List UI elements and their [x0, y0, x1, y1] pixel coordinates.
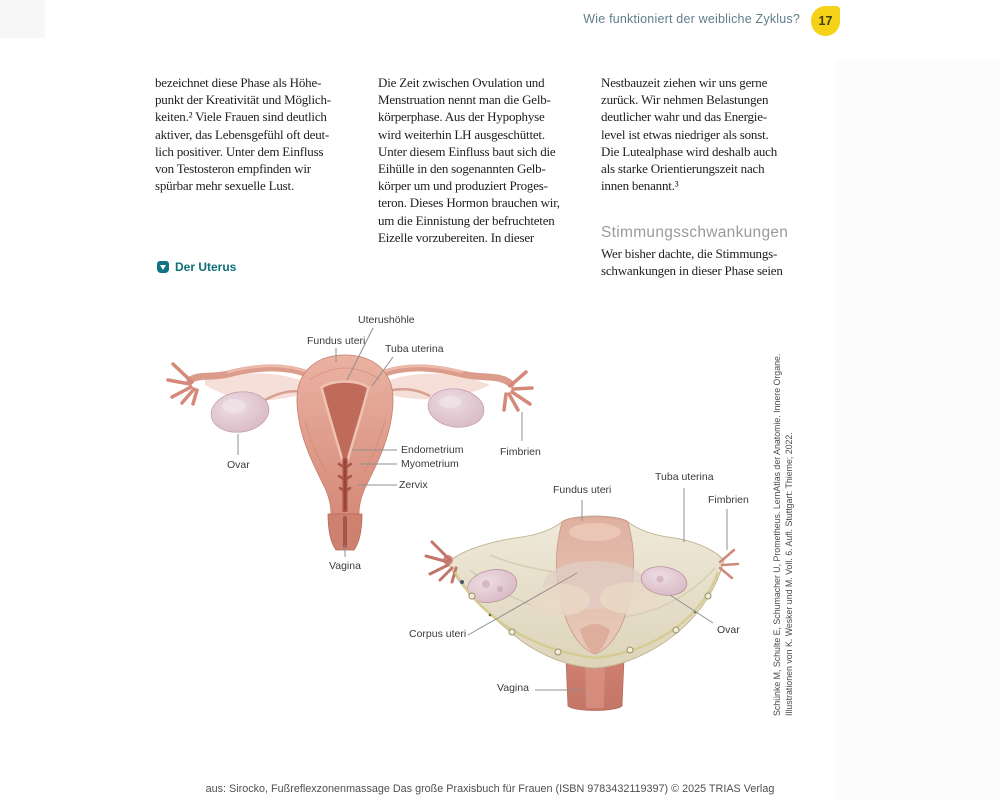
text-column-3 [601, 74, 777, 194]
text-line: Eizelle vorzubereiten. In dieser [378, 229, 535, 245]
running-title: Wie funktioniert der weibliche Zyklus? [583, 12, 800, 26]
text-line: innen benannt.³ [601, 178, 679, 194]
text-line: wird weiterhin LH ausgeschüttet. [378, 126, 545, 142]
text-line: bezeichnet diese Phase als Höhe- [155, 75, 322, 90]
text-line: Nestbauzeit ziehen wir uns gerne [601, 75, 768, 90]
text-line: lich positiver. Unter dem Einfluss [155, 143, 324, 159]
text-line: Die Lutealphase wird deshalb auch [601, 143, 778, 159]
text-line: körper um und produziert Proges- [378, 178, 548, 194]
text-line: punkt der Kreativität und Möglich- [155, 92, 331, 108]
text-column-3b [601, 245, 783, 279]
page-number-badge: 17 [811, 6, 840, 36]
section-heading-der-uterus [157, 260, 236, 274]
text-column-1 [155, 74, 331, 194]
figure-credit [772, 350, 795, 716]
text-line: level ist etwas niedriger als sonst. [601, 126, 769, 142]
anatomy-figure [160, 300, 780, 720]
text-line: spürbar mehr sexuelle Lust. [155, 178, 295, 194]
uterus-frontal-illustration [168, 355, 532, 550]
text-line: teron. Dieses Hormon brauchen wir, [378, 195, 560, 211]
fimbriae-right [504, 372, 532, 410]
label-uterushoehle: Uterushöhle [358, 314, 415, 326]
text-line: schwankungen in dieser Phase seien [601, 263, 783, 279]
text-line: keiten.² Viele Frauen sind deutlich [155, 109, 327, 125]
figure-credit-line: Schünke M, Schulte E, Schumacher U, Prometheus. LernAtlas der Anatomie. Innere Organe. [772, 353, 782, 716]
section-title: Der Uterus [175, 260, 237, 274]
label-tuba-uterina-posterior: Tuba uterina [655, 471, 714, 483]
scan-corner-box [0, 0, 45, 38]
text-line: Die Zeit zwischen Ovulation und [378, 75, 545, 90]
text-line: Eihülle in den sogenannten Gelb- [378, 161, 546, 177]
text-line: Wer bisher dachte, die Stimmungs- [601, 246, 778, 261]
text-column-2 [378, 74, 560, 246]
label-fundus-uteri-frontal: Fundus uteri [307, 335, 366, 347]
label-corpus-uteri: Corpus uteri [409, 628, 467, 640]
subheading-stimmungsschwankungen: Stimmungsschwankungen [601, 224, 789, 241]
figure-credit-line: Illustrationen von K. Wesker und M. Voll. 6. Aufl. Stuttgart: Thieme; 2022. [783, 432, 794, 716]
text-line: als starke Orientierungszeit nach [601, 161, 765, 177]
copyright-caption: aus: Sirocko, Fußreflexzonenmassage Das große Praxisbuch für Frauen (ISBN 9783432119397) © 2025 TRIAS Verlag [205, 783, 775, 795]
text-line: zurück. Wir nehmen Belastungen [601, 92, 769, 108]
text-line: von Testosteron empfinden wir [155, 161, 311, 177]
label-fundus-uteri-posterior: Fundus uteri [553, 484, 612, 496]
label-tuba-uterina-frontal: Tuba uterina [385, 343, 444, 355]
label-vagina-frontal: Vagina [329, 560, 361, 572]
label-ovar-posterior: Ovar [717, 624, 740, 636]
text-line: aktiver, das Lebensgefühl oft deut- [155, 126, 330, 142]
fimbriae-posterior-right [720, 550, 738, 578]
text-line: um die Einnistung der befruchteten [378, 212, 555, 228]
chevron-down-icon [157, 261, 169, 273]
text-line: deutlicher wahr und das Energie- [601, 109, 767, 125]
uterus-posterior-illustration [426, 516, 738, 711]
label-fimbrien-frontal: Fimbrien [500, 446, 541, 458]
label-ovar-frontal: Ovar [227, 459, 250, 471]
page-margin-panel [836, 60, 1000, 800]
label-zervix: Zervix [399, 479, 428, 491]
fimbriae-left [168, 364, 197, 404]
label-fimbrien-posterior: Fimbrien [708, 494, 749, 506]
text-line: körperphase. Aus der Hypophyse [378, 109, 545, 125]
text-line: Unter diesem Einfluss baut sich die [378, 143, 556, 159]
label-vagina-posterior: Vagina [497, 682, 529, 694]
text-line: Menstruation nennt man die Gelb- [378, 92, 551, 108]
label-myometrium: Myometrium [401, 458, 459, 470]
label-endometrium: Endometrium [401, 444, 464, 456]
